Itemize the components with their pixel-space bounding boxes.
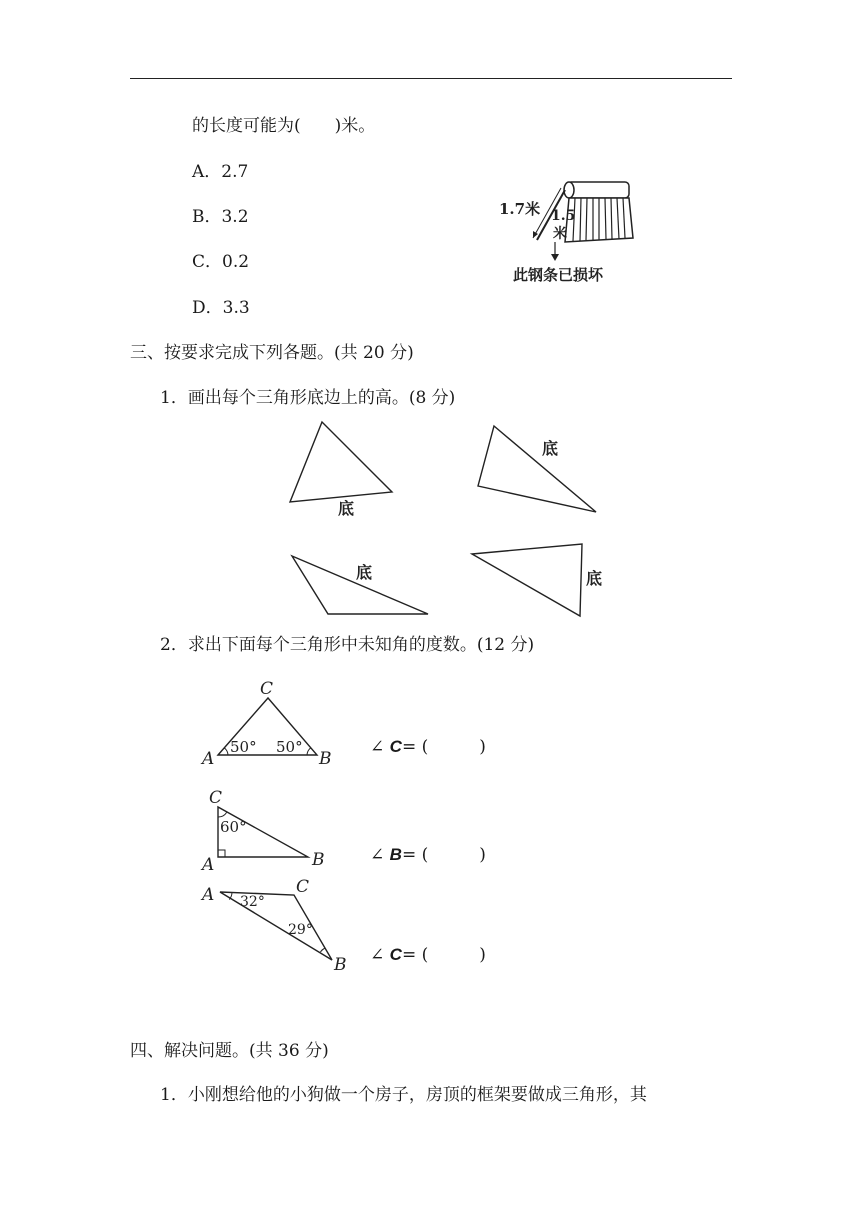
vertex-a-label: A: [202, 855, 215, 874]
right-angle-mark: [218, 850, 225, 857]
q3-1-text: 1．画出每个三角形底边上的高。(8 分): [160, 388, 456, 408]
pole-caption: 此钢条已损坏: [513, 266, 604, 284]
down-arrow-icon: [551, 254, 559, 261]
triangle-shape-3: [220, 892, 332, 960]
pole-length-inner-num: 1.5: [551, 208, 576, 224]
base-label-4: 底: [586, 569, 603, 588]
angle-arc-a: [225, 748, 229, 755]
answer-vertex-label: C: [389, 737, 402, 756]
vertex-c-label: C: [260, 679, 274, 699]
roller-shape: [567, 182, 629, 198]
q4-1-text: 1．小刚想给他的小狗做一个房子，房顶的框架要做成三角形，其: [160, 1085, 647, 1105]
pole-length-outer: 1.7米: [499, 200, 541, 218]
roller-end-shape: [564, 182, 574, 198]
answer-blank: = ( ): [401, 845, 486, 865]
answer-angle-b-2[interactable]: [370, 846, 486, 864]
angle-triangle-3: [198, 876, 358, 980]
header-rule: [130, 78, 732, 79]
angle-triangle-1: [198, 676, 338, 770]
angle-arc-b: [307, 748, 311, 755]
option-b[interactable]: B．3.2: [192, 207, 249, 227]
answer-vertex-label: C: [389, 945, 402, 964]
triangle-2: [478, 426, 596, 512]
option-c[interactable]: C．0.2: [192, 252, 250, 272]
vertex-a-label: A: [202, 885, 215, 905]
triangle-4: [472, 544, 582, 616]
vertex-b-label: B: [319, 749, 332, 769]
damaged-pole-figure: [495, 172, 640, 290]
triangles-figure: [280, 420, 620, 620]
option-a[interactable]: A．2.7: [192, 162, 249, 182]
option-d[interactable]: D．3.3: [192, 298, 250, 318]
vertex-b-label: B: [312, 850, 325, 870]
answer-blank: = ( ): [401, 945, 486, 965]
angle-c-value: 60°: [220, 818, 247, 836]
vertex-c-label: C: [296, 877, 310, 897]
answer-angle-c-3[interactable]: [370, 946, 486, 964]
angle-triangle-2: [198, 786, 338, 874]
pole-length-inner-unit: 米: [553, 226, 567, 242]
question-tail: 的长度可能为( )米。: [192, 116, 376, 136]
angle-arc-c: [218, 813, 227, 818]
vertex-a-label: A: [202, 749, 215, 769]
angle-arc-b: [320, 948, 325, 952]
answer-vertex-label: B: [389, 845, 402, 864]
angle-b-value: 50°: [276, 738, 303, 756]
answer-blank: = ( ): [401, 737, 486, 757]
base-label-3: 底: [356, 563, 373, 582]
angle-symbol: ∠: [370, 945, 390, 965]
q3-2-text: 2．求出下面每个三角形中未知角的度数。(12 分): [160, 635, 535, 655]
angle-a-value: 32°: [240, 894, 265, 910]
arrow-head-icon: [533, 231, 538, 238]
angle-a-value: 50°: [230, 738, 257, 756]
answer-angle-c-1[interactable]: [370, 738, 486, 756]
vertex-c-label: C: [209, 788, 223, 808]
angle-symbol: ∠: [370, 737, 390, 757]
section-3-title: 三、按要求完成下列各题。(共 20 分): [130, 343, 414, 363]
base-label-1: 底: [338, 499, 355, 518]
triangle-1: [290, 422, 392, 502]
angle-b-value: 29°: [288, 922, 313, 938]
angle-symbol: ∠: [370, 845, 390, 865]
section-4-title: 四、解决问题。(共 36 分): [130, 1041, 329, 1061]
base-label-2: 底: [542, 439, 559, 458]
vertex-b-label: B: [334, 955, 347, 975]
